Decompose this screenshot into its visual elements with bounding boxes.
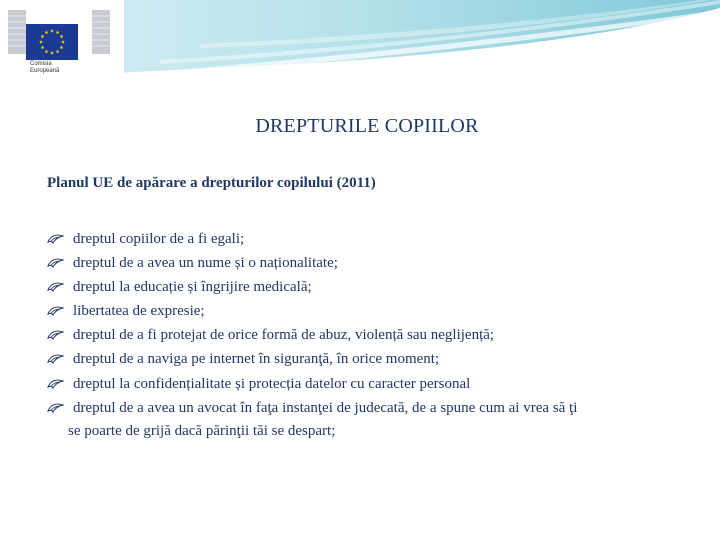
- list-item-text: dreptul la educație și îngrijire medicală;: [73, 279, 312, 296]
- list-item-text: dreptul copiilor de a fi egali;: [73, 231, 245, 247]
- list-item-text: dreptul de a naviga pe internet în siguranţă, în orice moment;: [73, 351, 440, 368]
- list-item-text: libertatea de expresie;: [73, 303, 205, 320]
- list-item: [47, 227, 687, 251]
- list-item-text-continuation: se poarte de grijă dacă părinţii tăi se despart;: [68, 422, 336, 439]
- feather-swirl-icon: [47, 305, 64, 317]
- feather-swirl-icon: [47, 281, 64, 293]
- list-item: [47, 396, 687, 442]
- rights-list: [47, 227, 687, 442]
- slide-title: DREPTURILE COPIILOR: [255, 115, 479, 137]
- list-item-text: dreptul la confidențialitate și protecția datelor cu caracter personal: [73, 375, 471, 392]
- list-item: [47, 275, 687, 299]
- list-item: [47, 347, 687, 371]
- list-item-text: dreptul de a fi protejat de orice formă de abuz, violență sau neglijență;: [73, 327, 495, 344]
- feather-swirl-icon: [47, 402, 64, 414]
- list-item-text: dreptul de a avea un nume și o naționalitate;: [73, 255, 338, 272]
- ec-logo: [0, 0, 124, 80]
- ec-logo-text-line2: Europeană: [30, 68, 60, 74]
- list-item: [47, 251, 687, 275]
- list-item: [47, 323, 687, 347]
- ec-logo-text-line1: Comisia: [30, 61, 52, 67]
- eu-flag-icon: [26, 24, 78, 60]
- feather-swirl-icon: [47, 353, 64, 365]
- feather-swirl-icon: [47, 378, 64, 390]
- list-item-text: dreptul de a avea un avocat în faţa instanţei de judecată, de a spune cum ai vrea să ţi: [73, 399, 578, 416]
- list-item: [47, 372, 687, 396]
- slide-subtitle: Planul UE de apărare a drepturilor copilului (2011): [47, 175, 376, 191]
- feather-swirl-icon: [47, 329, 64, 341]
- feather-swirl-icon: [47, 257, 64, 269]
- list-item: [47, 299, 687, 323]
- feather-swirl-icon: [47, 233, 64, 245]
- ec-logo-text: [30, 61, 59, 75]
